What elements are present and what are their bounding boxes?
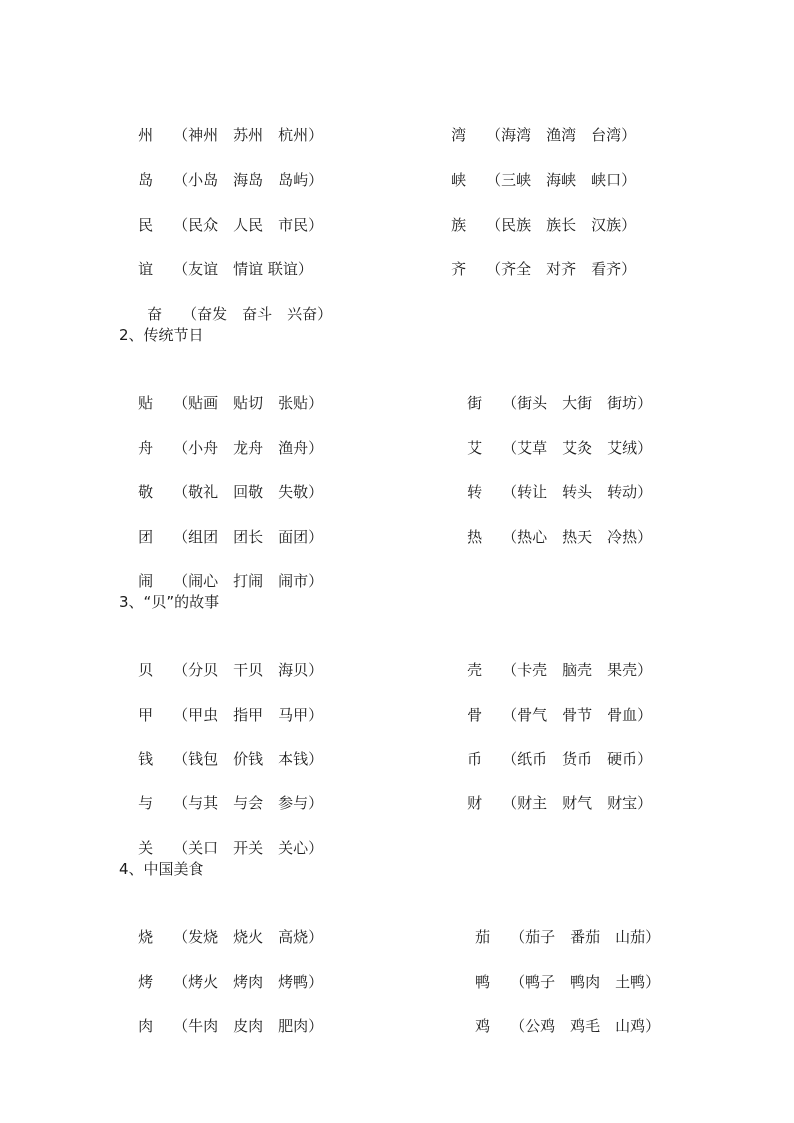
vocab-words: （敬礼 回敬 失敬）: [173, 483, 324, 501]
vocab-words: （纸币 货币 硬币）: [502, 750, 653, 768]
vocab-char: 财: [467, 794, 483, 812]
vocab-words: （组团 团长 面团）: [173, 528, 324, 546]
vocab-words: （热心 热天 冷热）: [502, 528, 653, 546]
vocab-words: （鸭子 鸭肉 土鸭）: [510, 973, 661, 991]
vocab-char: 与: [138, 794, 154, 812]
vocab-words: （三峡 海峡 峡口）: [486, 171, 637, 189]
vocab-row: [0, 545, 794, 590]
vocab-row: [0, 812, 794, 857]
section-heading: 2、传统节日: [119, 326, 204, 344]
vocab-words: （牛肉 皮肉 肥肉）: [173, 1017, 324, 1035]
vocab-words: （小舟 龙舟 渔舟）: [173, 439, 324, 457]
vocab-char: 团: [138, 528, 154, 546]
vocab-char: 谊: [138, 260, 154, 278]
vocab-row: [0, 946, 794, 991]
vocab-words: （茄子 番茄 山茄）: [510, 928, 661, 946]
vocab-char: 艾: [467, 439, 483, 457]
vocab-words: （奋发 奋斗 兴奋）: [182, 305, 333, 323]
vocab-char: 闹: [138, 572, 154, 590]
vocab-char: 币: [467, 750, 483, 768]
vocab-words: （友谊 情谊 联谊）: [173, 260, 313, 278]
vocab-row: [0, 679, 794, 724]
vocab-char: 峡: [451, 171, 467, 189]
vocab-row: [0, 367, 794, 412]
vocab-words: （街头 大街 街坊）: [502, 394, 653, 412]
vocab-words: （神州 苏州 杭州）: [173, 126, 324, 144]
vocab-char: 舟: [138, 439, 154, 457]
vocab-char: 钱: [138, 750, 154, 768]
vocab-words: （钱包 价钱 本钱）: [173, 750, 324, 768]
vocab-char: 岛: [138, 171, 154, 189]
vocab-char: 湾: [451, 126, 467, 144]
vocab-char: 骨: [467, 706, 483, 724]
vocab-char: 甲: [138, 706, 154, 724]
vocab-char: 族: [451, 216, 467, 234]
vocab-words: （海湾 渔湾 台湾）: [486, 126, 637, 144]
vocab-char: 热: [467, 528, 483, 546]
vocab-words: （民族 族长 汉族）: [486, 216, 637, 234]
section-heading-row: [0, 323, 794, 347]
section-heading-row: [0, 590, 794, 614]
vocab-row: [0, 723, 794, 768]
vocab-row: [0, 99, 794, 144]
vocab-words: （甲虫 指甲 马甲）: [173, 706, 324, 724]
vocab-words: （骨气 骨节 骨血）: [502, 706, 653, 724]
vocab-words: （卡壳 脑壳 果壳）: [502, 661, 653, 679]
vocab-words: （财主 财气 财宝）: [502, 794, 653, 812]
vocab-char: 鸡: [475, 1017, 491, 1035]
vocab-char: 齐: [451, 260, 467, 278]
vocab-row: [0, 233, 794, 278]
section-heading: 4、中国美食: [119, 860, 204, 878]
vocab-row: [0, 901, 794, 946]
section-heading: 3、“贝”的故事: [119, 593, 220, 611]
vocab-row: [0, 144, 794, 189]
vocab-row: [0, 278, 794, 323]
vocab-char: 奋: [147, 305, 163, 323]
vocab-row: [0, 412, 794, 457]
vocab-words: （闹心 打闹 闹市）: [173, 572, 324, 590]
vocab-char: 贝: [138, 661, 154, 679]
vocab-char: 壳: [467, 661, 483, 679]
vocab-entry: [119, 990, 323, 1062]
vocab-words: （关口 开关 关心）: [173, 839, 324, 857]
vocab-row: [0, 501, 794, 546]
vocab-row: [0, 456, 794, 501]
vocab-char: 茄: [475, 928, 491, 946]
section-heading-row: [0, 857, 794, 881]
vocab-words: （艾草 艾灸 艾绒）: [502, 439, 653, 457]
vocab-row: [0, 634, 794, 679]
vocab-char: 肉: [138, 1017, 154, 1035]
vocab-row: [0, 189, 794, 234]
vocab-row: [0, 767, 794, 812]
vocab-char: 州: [138, 126, 154, 144]
vocab-char: 敬: [138, 483, 154, 501]
vocab-char: 转: [467, 483, 483, 501]
vocab-words: （小岛 海岛 岛屿）: [173, 171, 324, 189]
vocab-words: （转让 转头 转动）: [502, 483, 653, 501]
vocab-words: （公鸡 鸡毛 山鸡）: [510, 1017, 661, 1035]
vocab-char: 烤: [138, 973, 154, 991]
vocab-words: （分贝 干贝 海贝）: [173, 661, 324, 679]
vocab-words: （与其 与会 参与）: [173, 794, 324, 812]
vocab-words: （烤火 烤肉 烤鸭）: [173, 973, 324, 991]
vocab-char: 烧: [138, 928, 154, 946]
vocab-char: 贴: [138, 394, 154, 412]
vocab-char: 街: [467, 394, 483, 412]
vocab-char: 鸭: [475, 973, 491, 991]
vocab-words: （齐全 对齐 看齐）: [486, 260, 637, 278]
vocab-char: 民: [138, 216, 154, 234]
vocab-words: （民众 人民 市民）: [173, 216, 324, 234]
vocab-entry: [456, 990, 660, 1062]
vocab-words: （贴画 贴切 张贴）: [173, 394, 324, 412]
vocab-row: [0, 990, 794, 1035]
vocab-words: （发烧 烧火 高烧）: [173, 928, 324, 946]
vocab-char: 关: [138, 839, 154, 857]
